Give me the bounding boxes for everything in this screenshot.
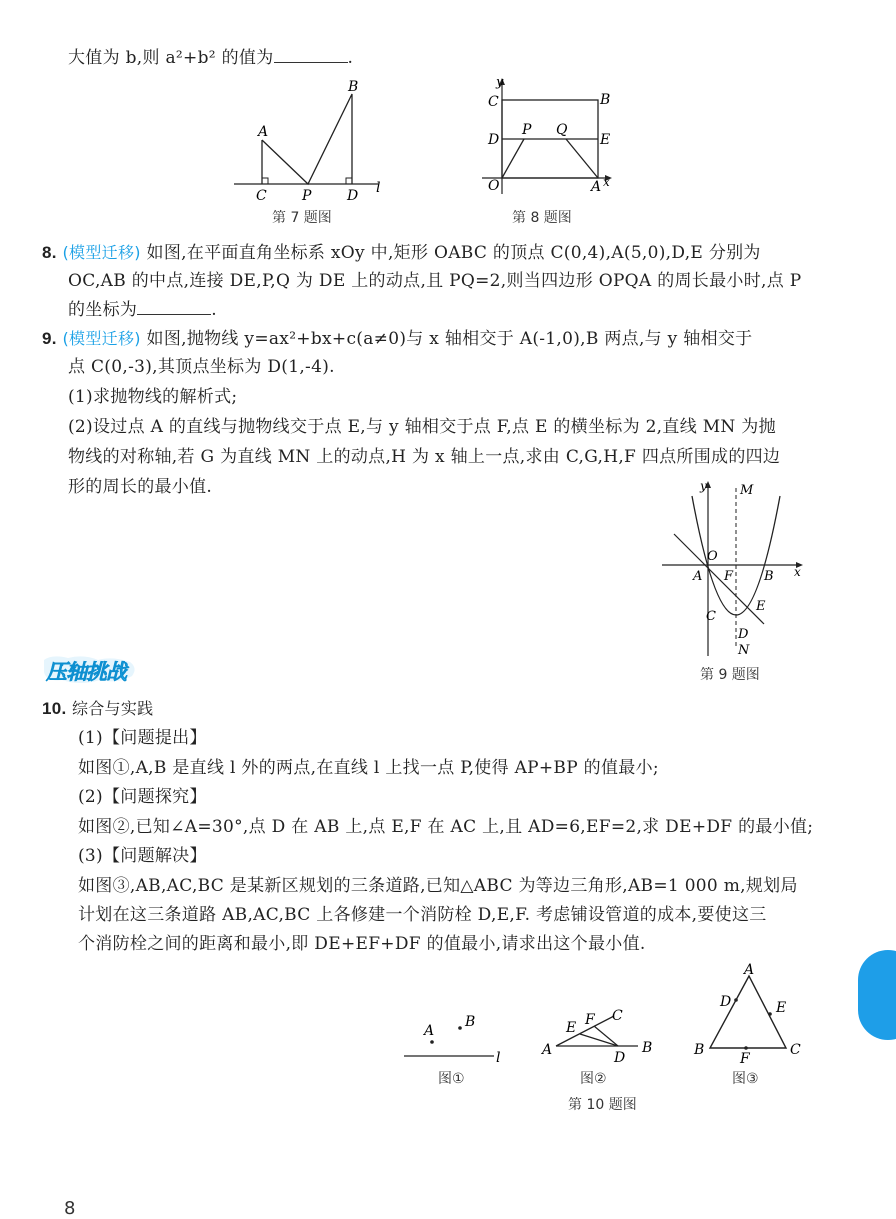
label-M: M (740, 483, 754, 498)
label-P: P (522, 122, 532, 138)
q10-part1-text: 如图①,A,B 是直线 l 外的两点,在直线 l 上找一点 P,使得 AP+BP 的值最小; (78, 758, 659, 778)
challenge-banner (40, 652, 150, 686)
label-F: F (724, 569, 734, 584)
label-x: x (603, 175, 610, 189)
label-Q: Q (556, 122, 568, 138)
question-number: 8. (42, 243, 57, 262)
label-x: x (794, 565, 801, 579)
figure-10-2-caption: 图② (580, 1071, 607, 1087)
label-A: A (424, 1023, 435, 1039)
label-y: y (700, 479, 707, 493)
label-D: D (347, 188, 359, 204)
answer-blank (137, 298, 211, 315)
label-l: l (496, 1050, 501, 1064)
question-10-title (42, 698, 153, 720)
figure-10-caption: 第 10 题图 (568, 1097, 637, 1113)
question-8-line-3 (68, 298, 217, 321)
question-9-line-2: 点 C(0,-3),其顶点坐标为 D(1,-4). (68, 357, 335, 377)
question-8-line-2: OC,AB 的中点,连接 DE,P,Q 为 DE 上的动点,且 PQ=2,则当四边形 OPQA 的周长最小时,点 P (68, 271, 802, 291)
label-y: y (496, 75, 504, 90)
label-B: B (694, 1042, 705, 1058)
question-text: 如图,在平面直角坐标系 xOy 中,矩形 OABC 的顶点 C(0,4),A(5,0),D,E 分别为 (146, 243, 761, 263)
q10-part3-line-1: 如图③,AB,AC,BC 是某新区规划的三条道路,已知△ABC 为等边三角形,AB=1 000 m,规划局 (78, 876, 798, 896)
label-E: E (756, 599, 766, 614)
label-B: B (600, 92, 611, 108)
label-F: F (585, 1012, 595, 1028)
label-C: C (488, 94, 499, 110)
question-title: 综合与实践 (71, 699, 154, 718)
label-B: B (764, 569, 774, 584)
label-B: B (348, 79, 359, 95)
label-D: D (488, 132, 500, 148)
model-transfer-tag: (模型迁移) (62, 243, 141, 262)
figure-9-caption: 第 9 题图 (700, 667, 760, 683)
label-O: O (488, 178, 500, 194)
label-C: C (790, 1042, 801, 1058)
question-9-line-1 (42, 328, 752, 350)
label-D: D (720, 994, 732, 1010)
page-number: 8 (64, 1198, 76, 1219)
label-A: A (591, 179, 602, 195)
label-B: B (465, 1014, 476, 1030)
label-B: B (642, 1040, 653, 1056)
question-9-line-5: 物线的对称轴,若 G 为直线 MN 上的动点,H 为 x 轴上一点,求由 C,G,H,F 四点所围成的四边 (68, 447, 781, 467)
label-C: C (256, 188, 267, 204)
question-text: 的坐标为 (68, 300, 138, 320)
question-number: 9. (42, 329, 57, 348)
q10-part3-line-3: 个消防栓之间的距离和最小,即 DE+EF+DF 的值最小,请求出这个最小值. (78, 934, 646, 954)
answer-blank (274, 46, 348, 63)
top-text-end: . (347, 48, 354, 68)
question-9-line-3: (1)求抛物线的解析式; (68, 387, 238, 407)
q10-part2-heading: (2)【问题探究】 (78, 787, 207, 807)
figure-9 (660, 476, 810, 658)
q10-part3-heading: (3)【问题解决】 (78, 846, 207, 866)
label-A: A (258, 124, 269, 140)
question-9-line-6: 形的周长的最小值. (68, 477, 213, 497)
label-D: D (738, 627, 749, 642)
label-C: C (706, 609, 716, 624)
label-P: P (302, 188, 312, 204)
question-text-end: . (211, 300, 217, 320)
label-A: A (744, 962, 755, 978)
label-A: A (542, 1042, 553, 1058)
side-tab (858, 950, 896, 1040)
question-9-line-4: (2)设过点 A 的直线与抛物线交于点 E,与 y 轴相交于点 F,点 E 的横坐标为 2,直线 MN 为抛 (68, 417, 776, 437)
top-text: 大值为 b,则 a²+b² 的值为 (68, 48, 274, 68)
question-text: 如图,抛物线 y=ax²+bx+c(a≠0)与 x 轴相交于 A(-1,0),B 两点,与 y 轴相交于 (146, 329, 753, 349)
label-O: O (707, 549, 718, 564)
label-l: l (376, 180, 381, 196)
label-N: N (738, 643, 750, 658)
label-F: F (740, 1051, 750, 1064)
top-text-line (68, 46, 353, 69)
label-C: C (612, 1008, 623, 1024)
label-D: D (614, 1050, 626, 1064)
figure-10-2 (540, 1004, 660, 1064)
label-E: E (776, 1000, 787, 1016)
figure-8 (482, 74, 622, 202)
banner-text: 压轴挑战 (46, 660, 126, 684)
figure-7 (230, 78, 390, 204)
label-E: E (566, 1020, 577, 1036)
q10-part3-line-2: 计划在这三条道路 AB,AC,BC 上各修建一个消防栓 D,E,F. 考虑铺设管道的成本,要使这三 (78, 905, 767, 925)
figure-7-caption: 第 7 题图 (272, 210, 332, 226)
label-A: A (693, 569, 703, 584)
figure-10-1-caption: 图① (438, 1071, 465, 1087)
figure-8-caption: 第 8 题图 (512, 210, 572, 226)
figure-10-1 (400, 1008, 510, 1064)
q10-part2-text: 如图②,已知∠A=30°,点 D 在 AB 上,点 E,F 在 AC 上,且 AD=6,EF=2,求 DE+DF 的最小值; (78, 817, 814, 837)
figure-10-3-caption: 图③ (732, 1071, 759, 1087)
figure-10-3 (690, 960, 810, 1064)
q10-part1-heading: (1)【问题提出】 (78, 728, 207, 748)
model-transfer-tag: (模型迁移) (62, 329, 141, 348)
question-8-line-1 (42, 242, 761, 264)
label-E: E (600, 132, 611, 148)
question-number: 10. (42, 699, 67, 718)
